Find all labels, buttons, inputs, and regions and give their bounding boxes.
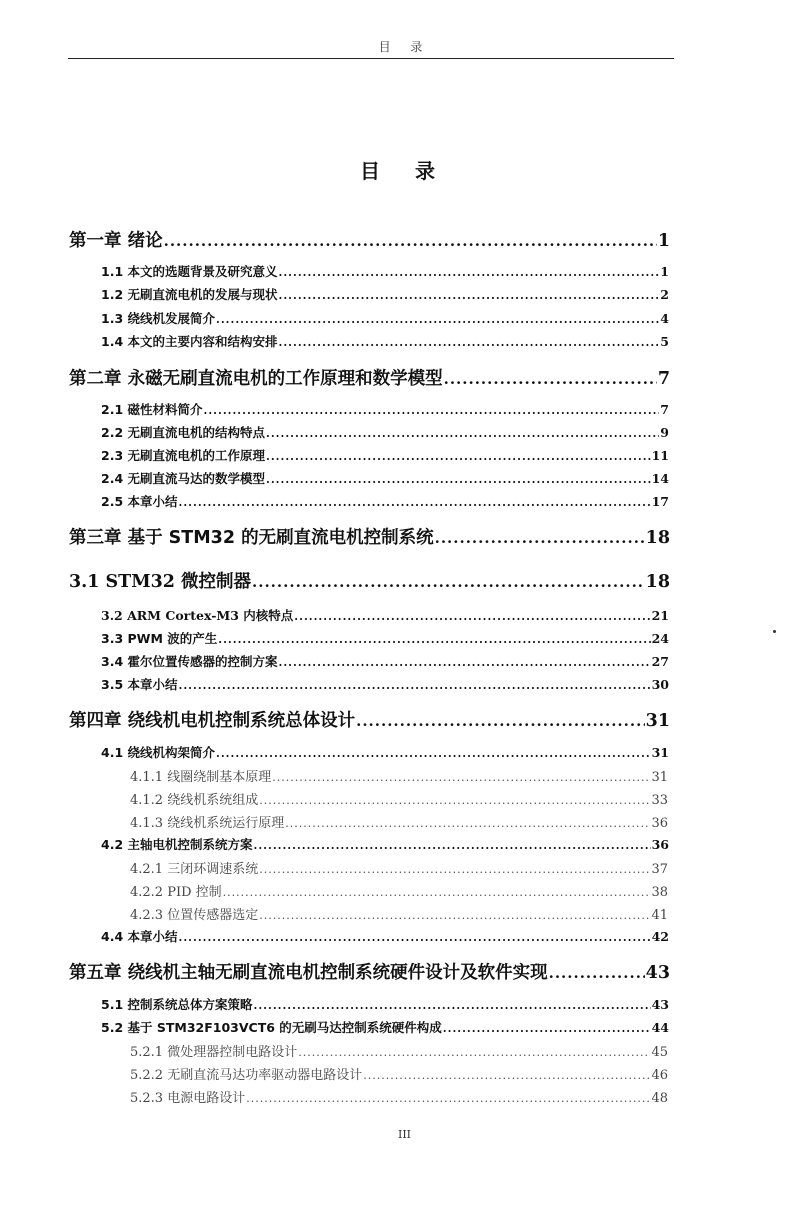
toc-chapter-1[interactable] <box>69 227 670 252</box>
toc-entry-label: 2.4 无刷直流马达的数学模型 <box>101 471 265 486</box>
page-title: 目 录 <box>360 159 449 183</box>
toc-leader-dots <box>179 679 651 692</box>
toc-page-number: 4 <box>660 311 669 326</box>
toc-page-number: 45 <box>651 1045 668 1060</box>
toc-section-1-4[interactable] <box>101 332 669 350</box>
toc-section-2-2[interactable] <box>101 423 669 441</box>
toc-leader-dots <box>444 370 657 388</box>
toc-entry-label: 4.1 绕线机构架简介 <box>101 745 215 760</box>
toc-entry-label: 第五章 绕线机主轴无刷直流电机控制系统硬件设计及软件实现 <box>69 963 548 983</box>
toc-leader-dots <box>356 712 645 730</box>
page-number: III <box>397 1128 412 1141</box>
toc-subsection-4-2-1[interactable] <box>130 858 668 877</box>
toc-leader-dots <box>435 529 645 547</box>
toc-leader-dots <box>218 633 650 646</box>
toc-page-number: 31 <box>651 770 668 785</box>
toc-leader-dots <box>179 931 651 944</box>
toc-section-2-4[interactable] <box>101 469 669 487</box>
toc-page-number: 11 <box>651 448 669 463</box>
toc-entry-label: 5.2.3 电源电路设计 <box>130 1091 246 1106</box>
toc-entry-label: 4.2 主轴电机控制系统方案 <box>101 837 253 852</box>
scan-speck <box>773 630 776 633</box>
toc-leader-dots <box>216 747 651 760</box>
toc-leader-dots <box>259 794 650 807</box>
toc-subsection-4-1-3[interactable] <box>130 812 668 831</box>
toc-entry-label: 2.1 磁性材料简介 <box>101 402 203 417</box>
toc-entry-label: 第二章 永磁无刷直流电机的工作原理和数学模型 <box>69 369 443 389</box>
toc-section-2-1[interactable] <box>101 400 669 418</box>
toc-section-1-3[interactable] <box>101 309 669 327</box>
toc-page-number: 31 <box>645 711 670 731</box>
toc-leader-dots <box>254 999 651 1012</box>
toc-subsection-5-2-3[interactable] <box>130 1087 668 1106</box>
toc-page-number: 30 <box>651 677 669 692</box>
toc-leader-dots <box>223 886 651 899</box>
toc-page-number: 24 <box>651 631 669 646</box>
toc-entry-label: 4.2.3 位置传感器选定 <box>130 908 259 923</box>
toc-entry-label: 4.1.3 绕线机系统运行原理 <box>130 816 285 831</box>
toc-page-number: 7 <box>660 402 669 417</box>
toc-entry-label: 3.2 ARM Cortex-M3 内核特点 <box>101 608 294 623</box>
toc-chapter-4[interactable] <box>69 707 670 732</box>
toc-leader-dots <box>266 450 651 463</box>
toc-chapter-2[interactable] <box>69 365 670 390</box>
toc-page-number: 43 <box>651 997 669 1012</box>
toc-section-4-1[interactable] <box>101 743 669 761</box>
toc-section-5-1[interactable] <box>101 995 669 1013</box>
toc-leader-dots <box>204 404 660 417</box>
toc-section-3-2[interactable] <box>101 606 669 624</box>
toc-page-number: 48 <box>651 1091 668 1106</box>
toc-leader-dots <box>252 573 645 591</box>
toc-section-3-3[interactable] <box>101 629 669 647</box>
toc-entry-label: 4.2.2 PID 控制 <box>130 885 222 900</box>
toc-leader-dots <box>254 839 651 852</box>
toc-leader-dots <box>279 266 660 279</box>
toc-page-number: 5 <box>660 334 669 349</box>
toc-leader-dots <box>272 771 650 784</box>
toc-entry-label: 2.3 无刷直流电机的工作原理 <box>101 448 265 463</box>
toc-entry-label: 1.2 无刷直流电机的发展与现状 <box>101 287 278 302</box>
toc-page-number: 27 <box>651 654 669 669</box>
header-rule <box>68 58 674 59</box>
toc-page-number: 31 <box>651 745 669 760</box>
toc-leader-dots <box>279 289 660 302</box>
toc-page-number: 41 <box>651 908 668 923</box>
toc-section-2-3[interactable] <box>101 446 669 464</box>
toc-page-number: 18 <box>645 528 670 548</box>
toc-entry-label: 3.3 PWM 波的产生 <box>101 631 218 646</box>
toc-leader-dots <box>294 610 650 623</box>
toc-leader-dots <box>279 336 660 349</box>
toc-leader-dots <box>443 1022 651 1035</box>
toc-entry-label: 4.1.1 线圈绕制基本原理 <box>130 770 272 785</box>
toc-page-number: 43 <box>645 963 670 983</box>
toc-entry-label: 5.2 基于 STM32F103VCT6 的无刷马达控制系统硬件构成 <box>101 1020 442 1035</box>
toc-entry-label: 5.2.1 微处理器控制电路设计 <box>130 1045 298 1060</box>
toc-page-number: 38 <box>651 885 668 900</box>
toc-entry-label: 4.4 本章小结 <box>101 929 178 944</box>
toc-chapter-5[interactable] <box>69 959 670 984</box>
toc-leader-dots <box>298 1046 650 1059</box>
toc-leader-dots <box>216 313 659 326</box>
toc-leader-dots <box>179 496 651 509</box>
toc-page-number: 17 <box>651 494 669 509</box>
toc-entry-label: 2.5 本章小结 <box>101 494 178 509</box>
toc-section-4-4[interactable] <box>101 927 669 945</box>
toc-page-number: 42 <box>651 929 669 944</box>
toc-entry-label: 1.3 绕线机发展简介 <box>101 311 215 326</box>
toc-entry-label: 5.1 控制系统总体方案策略 <box>101 997 253 1012</box>
toc-page-number: 21 <box>651 608 669 623</box>
toc-section-5-2[interactable] <box>101 1018 669 1036</box>
running-header: 目 录 <box>378 40 431 54</box>
toc-page-number: 9 <box>660 425 669 440</box>
toc-subsection-4-2-3[interactable] <box>130 904 668 923</box>
toc-subsection-5-2-1[interactable] <box>130 1041 668 1060</box>
toc-page-number: 2 <box>660 287 669 302</box>
toc-entry-label: 第四章 绕线机电机控制系统总体设计 <box>69 711 356 731</box>
toc-entry-label: 4.1.2 绕线机系统组成 <box>130 793 259 808</box>
toc-leader-dots <box>279 656 651 669</box>
toc-section-4-2[interactable] <box>101 835 669 853</box>
toc-leader-dots <box>285 817 650 830</box>
toc-page-number: 14 <box>651 471 669 486</box>
toc-chapter-3[interactable] <box>69 524 670 549</box>
toc-page-number: 33 <box>651 793 668 808</box>
toc-entry-label: 3.4 霍尔位置传感器的控制方案 <box>101 654 278 669</box>
toc-entry-label: 第一章 绪论 <box>69 231 163 251</box>
toc-section-3-5[interactable] <box>101 675 669 693</box>
toc-leader-dots <box>266 427 659 440</box>
toc-entry-label: 第三章 基于 STM32 的无刷直流电机控制系统 <box>69 528 434 548</box>
toc-leader-dots <box>164 232 657 250</box>
toc-section-3-4[interactable] <box>101 652 669 670</box>
toc-section-1-2[interactable] <box>101 285 669 303</box>
toc-section-2-5[interactable] <box>101 492 669 510</box>
toc-leader-dots <box>259 863 650 876</box>
toc-subsection-5-2-2[interactable] <box>130 1064 668 1083</box>
toc-section-3-1[interactable] <box>69 568 670 593</box>
toc-entry-label: 4.2.1 三闭环调速系统 <box>130 862 259 877</box>
toc-page-number: 44 <box>651 1020 669 1035</box>
toc-page-number: 37 <box>651 862 668 877</box>
toc-entry-label: 5.2.2 无刷直流马达功率驱动器电路设计 <box>130 1068 363 1083</box>
toc-entry-label: 3.5 本章小结 <box>101 677 178 692</box>
toc-entry-label: 3.1 STM32 微控制器 <box>69 572 252 592</box>
toc-page-number: 7 <box>657 369 670 389</box>
toc-page-number: 1 <box>657 231 670 251</box>
toc-subsection-4-1-1[interactable] <box>130 766 668 785</box>
toc-subsection-4-2-2[interactable] <box>130 881 668 900</box>
toc-page-number: 18 <box>645 572 670 592</box>
toc-entry-label: 1.4 本文的主要内容和结构安排 <box>101 334 278 349</box>
toc-page-number: 1 <box>660 264 669 279</box>
toc-subsection-4-1-2[interactable] <box>130 789 668 808</box>
toc-entry-label: 1.1 本文的选题背景及研究意义 <box>101 264 278 279</box>
toc-leader-dots <box>246 1092 650 1105</box>
toc-entry-label: 2.2 无刷直流电机的结构特点 <box>101 425 265 440</box>
toc-leader-dots <box>259 909 650 922</box>
toc-section-1-1[interactable] <box>101 262 669 280</box>
toc-page-number: 36 <box>651 837 669 852</box>
toc-page-number: 36 <box>651 816 668 831</box>
toc-leader-dots <box>549 964 645 982</box>
toc-page-number: 46 <box>651 1068 668 1083</box>
toc-leader-dots <box>363 1069 650 1082</box>
toc-leader-dots <box>266 473 651 486</box>
